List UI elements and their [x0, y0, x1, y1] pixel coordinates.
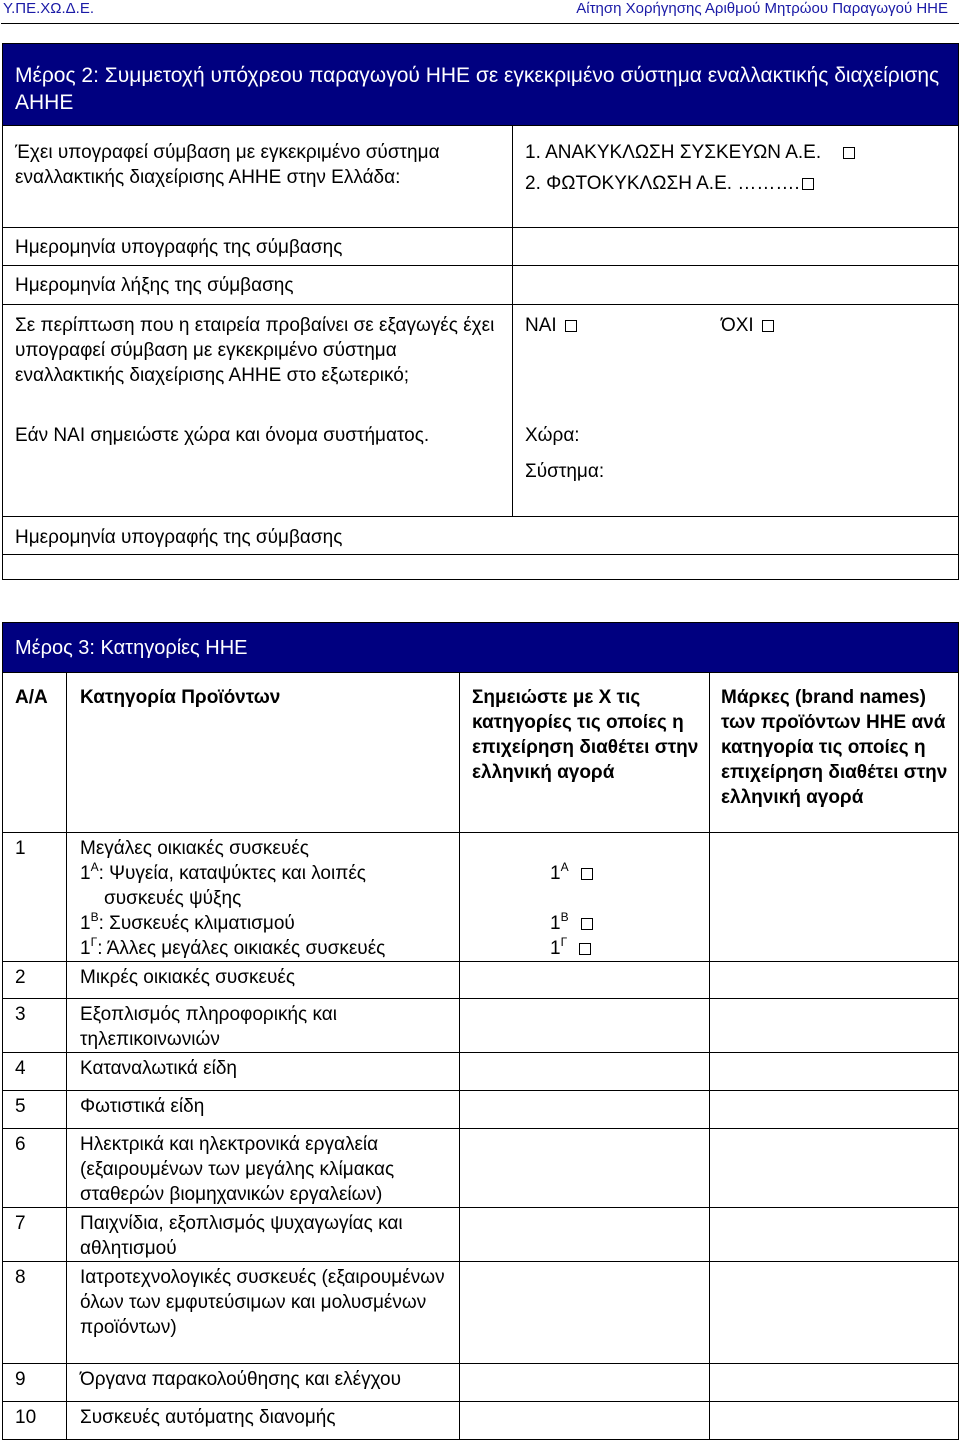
table-row — [3, 1208, 959, 1262]
col-header-aa: Α/Α — [3, 673, 67, 833]
col-header-brands: Μάρκες (brand names) των προϊόντων ΗΗΕ ανά κατηγορία τις οποίες η επιχείρηση διαθέτει στην ελληνική αγορά — [710, 673, 959, 833]
table-row — [3, 1364, 959, 1402]
row-brands-cell[interactable] — [710, 999, 959, 1053]
row-mark-cell[interactable] — [460, 1091, 710, 1129]
row-label: Φωτιστικά είδη — [67, 1091, 460, 1129]
export-question-cell — [3, 305, 513, 517]
sign-date2-field[interactable] — [3, 555, 959, 580]
country-label: Χώρα: — [525, 425, 580, 446]
part3-title-band — [3, 623, 959, 673]
if-yes-instruction: Εάν ΝΑΙ σημειώστε χώρα και όνομα συστήματος. — [15, 425, 430, 446]
row-label: Ιατροτεχνολογικές συσκευές (εξαιρουμένων όλων των εμφυτεύσιμων και μολυσμένων προϊόντων) — [67, 1262, 460, 1364]
page-header — [0, 0, 960, 20]
row1-sub-a: $1^A$: Ψυγεία, καταψύκτες και λοιπές — [80, 860, 366, 884]
header-rule — [1, 23, 959, 24]
document-title: Αίτηση Χορήγησης Αριθμού Μητρώου Παραγωγού ΗΗΕ — [576, 0, 948, 17]
row-mark-cell[interactable] — [460, 962, 710, 999]
option-anakyklosi[interactable] — [525, 140, 948, 165]
row-brands-cell[interactable] — [710, 1402, 959, 1440]
expiry-date-label: Ημερομηνία λήξης της σύμβασης — [15, 275, 294, 296]
row1-sub-a-cont: συσκευές ψύξης — [104, 888, 242, 909]
option-yes-label: ΝΑΙ — [525, 315, 557, 336]
option-anakyklosi-label: 1. ΑΝΑΚΥΚΛΩΣΗ ΣΥΣΚΕΥΩΝ Α.Ε. — [525, 142, 822, 163]
checkbox-anakyklosi[interactable] — [843, 147, 855, 159]
sign-date-label-cell — [3, 228, 513, 266]
system-label: Σύστημα: — [525, 461, 605, 482]
part2-table — [2, 43, 959, 580]
checkbox-1g[interactable] — [579, 943, 591, 955]
row-num: 6 — [3, 1129, 67, 1208]
row-label: Παιχνίδια, εξοπλισμός ψυχαγωγίας και αθλητισμού — [67, 1208, 460, 1262]
expiry-date-field[interactable] — [513, 266, 959, 305]
row-mark-cell[interactable] — [460, 1208, 710, 1262]
table-row — [3, 1129, 959, 1208]
checkbox-yes[interactable] — [565, 320, 577, 332]
col-header-category: Κατηγορία Προϊόντων — [67, 673, 460, 833]
row-mark-cell[interactable] — [460, 1053, 710, 1091]
row-brands-cell[interactable] — [710, 1208, 959, 1262]
row-num: 3 — [3, 999, 67, 1053]
ministry-abbr: Υ.ΠΕ.ΧΩ.Δ.Ε. — [3, 0, 95, 17]
row1-sub-b: $1^B$: Συσκευές κλιματισμού — [80, 910, 295, 934]
row-label: Ηλεκτρικά και ηλεκτρονικά εργαλεία (εξαιρουμένων των μεγάλης κλίμακας σταθερών βιομηχανικών εργαλείων) — [67, 1129, 460, 1208]
mark-1a[interactable]: $1^A$ — [550, 861, 709, 886]
row1-marks — [460, 833, 710, 962]
row1-brands[interactable] — [710, 833, 959, 962]
row-label: Όργανα παρακολούθησης και ελέγχου — [67, 1364, 460, 1402]
table-row — [3, 1402, 959, 1440]
row-mark-cell[interactable] — [460, 1129, 710, 1208]
row-num: 9 — [3, 1364, 67, 1402]
row-num: 5 — [3, 1091, 67, 1129]
row-mark-cell[interactable] — [460, 999, 710, 1053]
row-num: 7 — [3, 1208, 67, 1262]
table-row — [3, 999, 959, 1053]
sign-date-label: Ημερομηνία υπογραφής της σύμβασης — [15, 237, 343, 258]
export-question: Σε περίπτωση που η εταιρεία προβαίνει σε εξαγωγές έχει υπογραφεί σύμβαση με εγκεκριμένο σύστημα εναλλακτικής διαχείρισης ΑΗΗΕ στο εξωτερικό; — [15, 315, 495, 386]
row1-title: Μεγάλες οικιακές συσκευές — [80, 838, 309, 859]
row-brands-cell[interactable] — [710, 1053, 959, 1091]
checkbox-fotokyklosi[interactable] — [802, 178, 814, 190]
row-num: 10 — [3, 1402, 67, 1440]
table-row — [3, 1262, 959, 1364]
checkbox-no[interactable] — [762, 320, 774, 332]
part2-title: Μέρος 2: Συμμετοχή υπόχρεου παραγωγού ΗΗΕ σε εγκεκριμένο σύστημα εναλλακτικής διαχείρισης ΑΗΗΕ — [15, 64, 940, 114]
row-brands-cell[interactable] — [710, 1129, 959, 1208]
table-row — [3, 1053, 959, 1091]
row-label: Εξοπλισμός πληροφορικής και τηλεπικοινωνιών — [67, 999, 460, 1053]
table-row — [3, 1091, 959, 1129]
option-no-label: ΌΧΙ — [721, 315, 754, 336]
row-label: Μικρές οικιακές συσκευές — [67, 962, 460, 999]
row-mark-cell[interactable] — [460, 1262, 710, 1364]
contract-label: Έχει υπογραφεί σύμβαση με εγκεκριμένο σύστημα εναλλακτικής διαχείρισης ΑΗΗΕ στην Ελλάδα: — [15, 142, 440, 188]
row-mark-cell[interactable] — [460, 1402, 710, 1440]
row1-sub-g: $1^\Gamma$: Άλλες μεγάλες οικιακές συσκευές — [80, 935, 386, 959]
checkbox-1a[interactable] — [581, 868, 593, 880]
row-brands-cell[interactable] — [710, 1091, 959, 1129]
expiry-date-label-cell — [3, 266, 513, 305]
contract-options-cell — [513, 126, 959, 228]
row-num: 8 — [3, 1262, 67, 1364]
sign-date2-cell — [3, 517, 959, 555]
row-num: 4 — [3, 1053, 67, 1091]
row-mark-cell[interactable] — [460, 1364, 710, 1402]
option-fotokyklosi-label: 2. ΦΩΤΟΚΥΚΛΩΣΗ Α.Ε. ………. — [525, 173, 800, 194]
contract-label-cell — [3, 126, 513, 228]
row-brands-cell[interactable] — [710, 1262, 959, 1364]
part3-table — [2, 622, 959, 1440]
part2-title-band — [3, 44, 959, 126]
row1-category — [67, 833, 460, 962]
option-no[interactable] — [721, 313, 774, 338]
table-row — [3, 962, 959, 999]
sign-date2-label: Ημερομηνία υπογραφής της σύμβασης — [15, 527, 343, 548]
option-fotokyklosi[interactable] — [525, 171, 948, 196]
row-label: Συσκευές αυτόματης διανομής — [67, 1402, 460, 1440]
option-yes[interactable] — [525, 315, 577, 336]
mark-1b[interactable]: $1^B$ — [550, 911, 709, 936]
checkbox-1b[interactable] — [581, 918, 593, 930]
part3-title: Μέρος 3: Κατηγορίες ΗΗΕ — [15, 637, 248, 659]
export-answer-cell — [513, 305, 959, 517]
row-num: 2 — [3, 962, 67, 999]
row1-num: 1 — [3, 833, 67, 962]
sign-date-field[interactable] — [513, 228, 959, 266]
col-header-mark: Σημειώστε με Χ τις κατηγορίες τις οποίες η επιχείρηση διαθέτει στην ελληνική αγορά — [460, 673, 710, 833]
mark-1g[interactable]: $1^\Gamma$ — [550, 936, 709, 961]
row-brands-cell[interactable] — [710, 1364, 959, 1402]
row-label: Καταναλωτικά είδη — [67, 1053, 460, 1091]
row-brands-cell[interactable] — [710, 962, 959, 999]
